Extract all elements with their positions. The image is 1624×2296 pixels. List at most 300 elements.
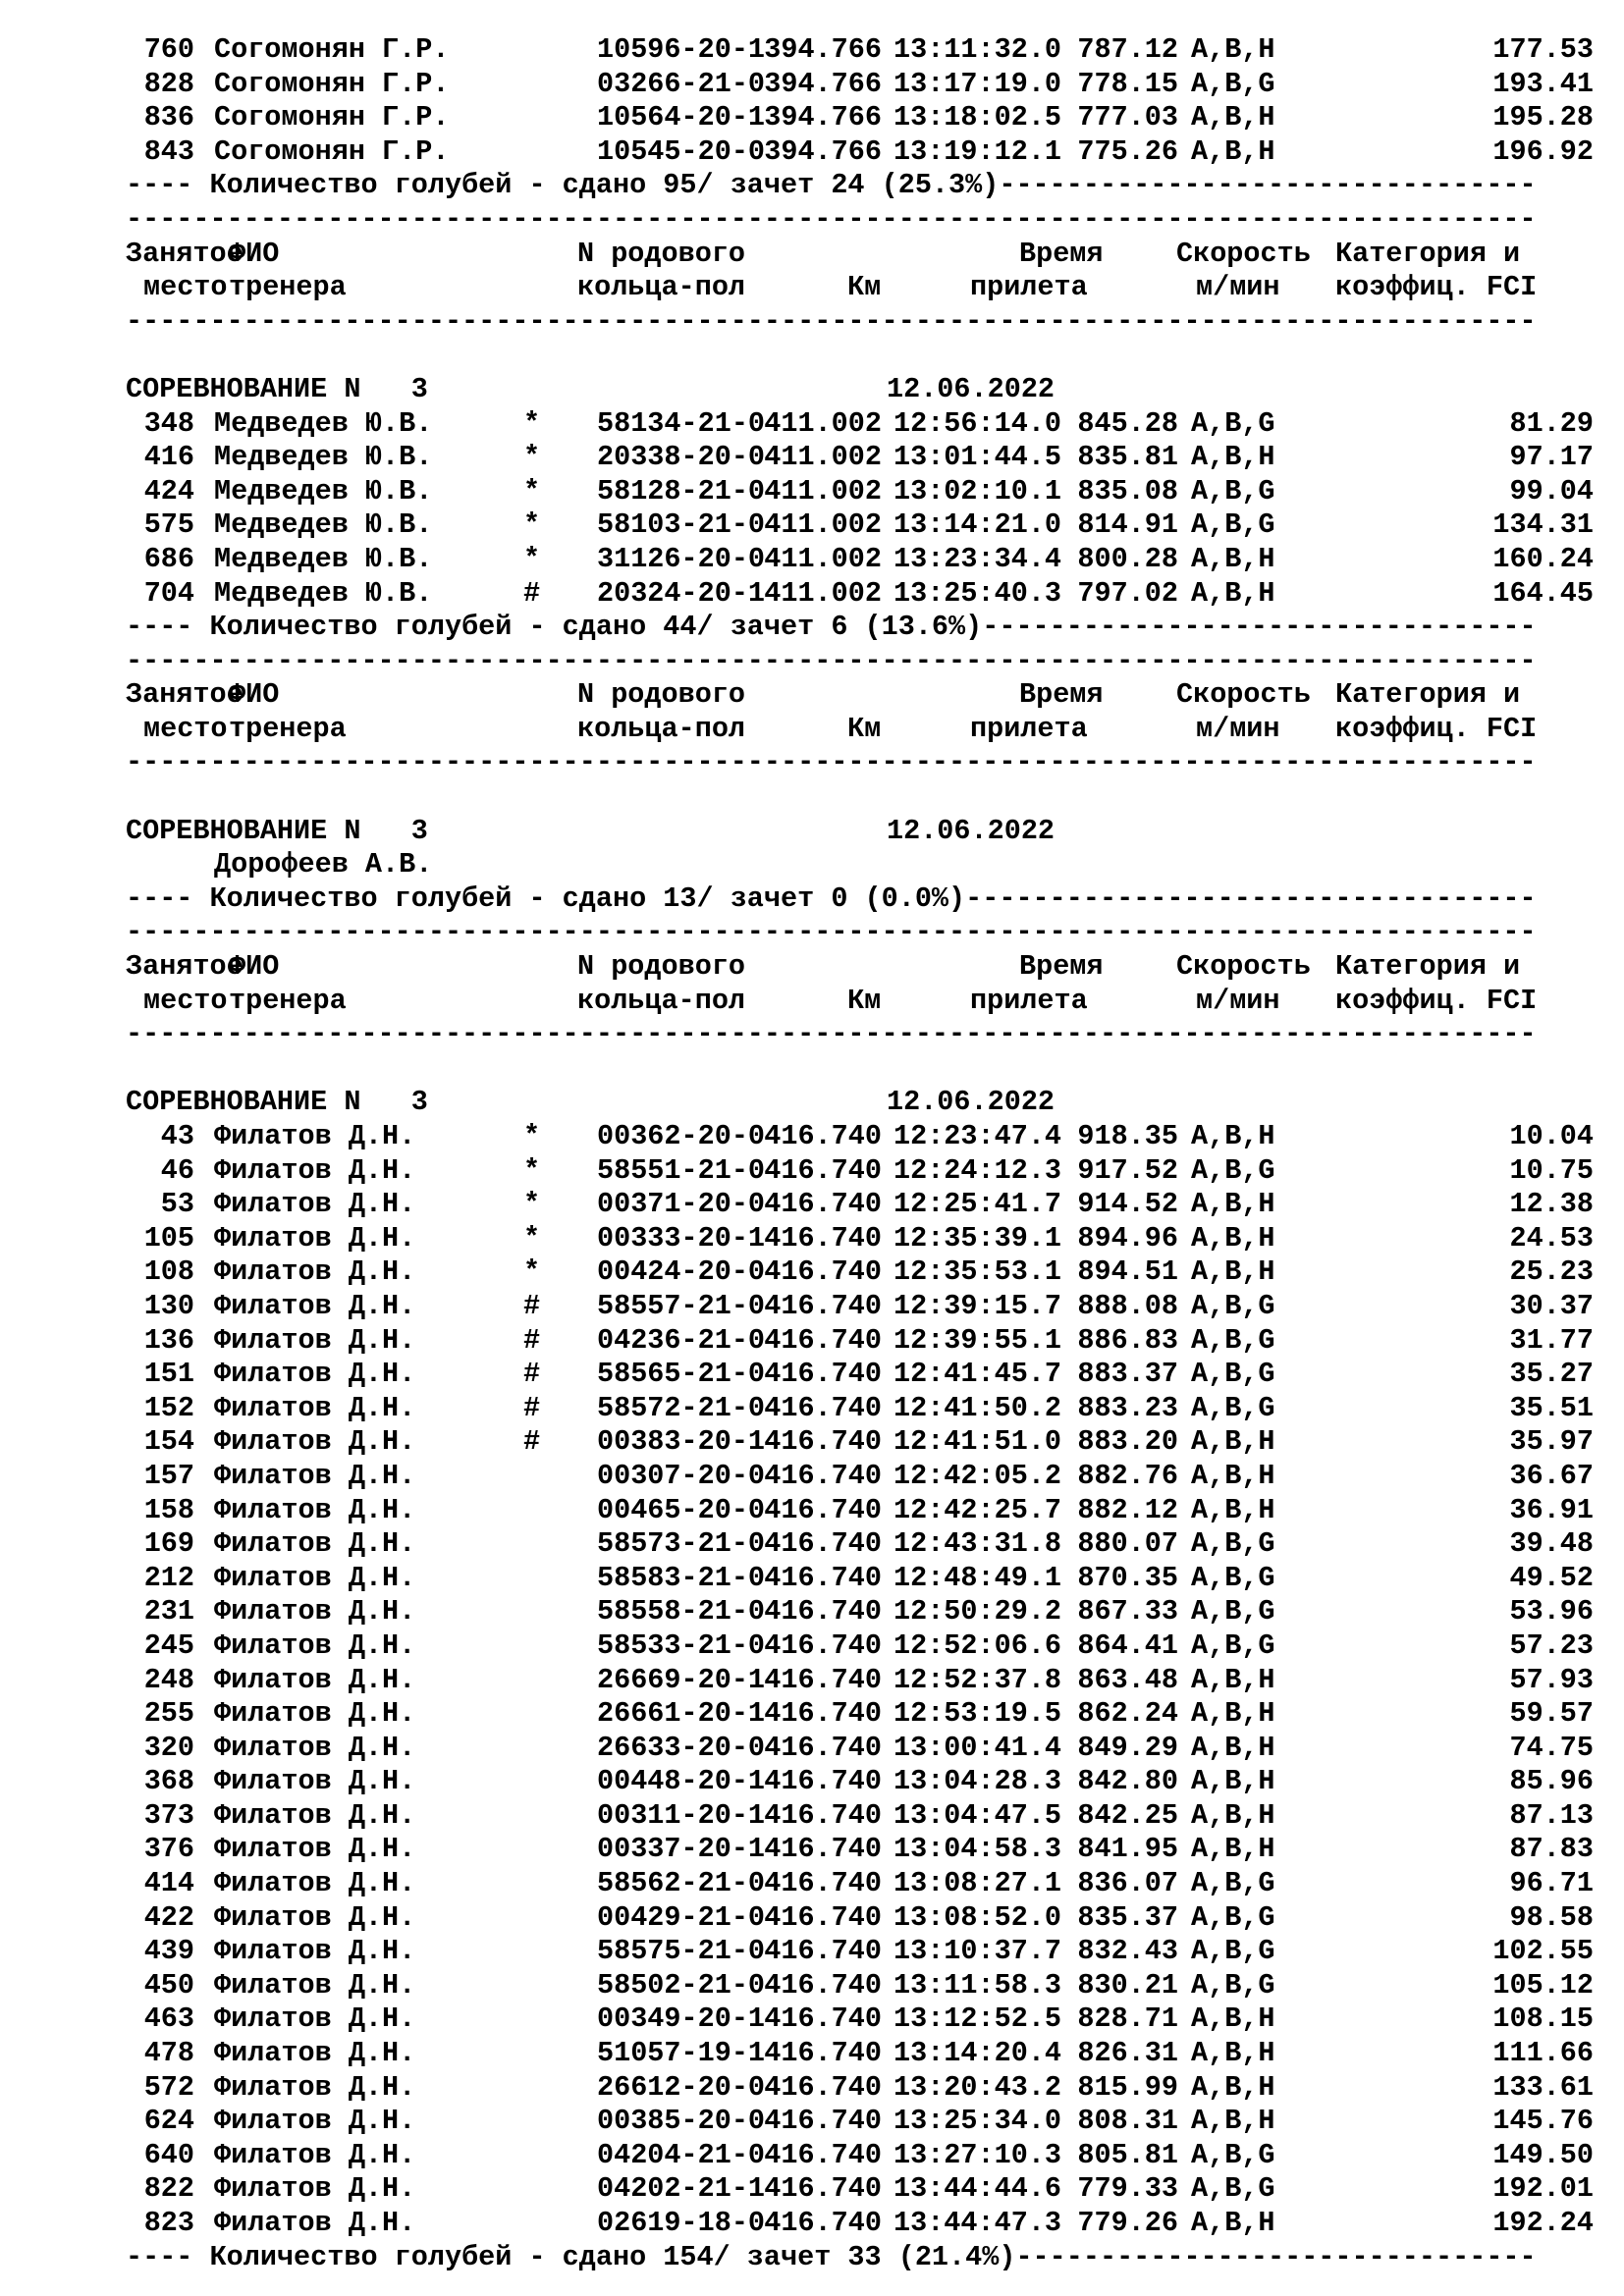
cell-ring: 51057-19-1 [597, 2037, 766, 2070]
cell-place: 157 [143, 1459, 194, 1492]
cell-name: Медведев Ю.В. [214, 576, 433, 610]
table-row [126, 2207, 1598, 2241]
cell-ring: 58557-21-0 [597, 1289, 766, 1322]
cell-time: 12:25:41.7 [893, 1188, 1062, 1221]
cell-speed: 841.95 [1077, 1833, 1178, 1866]
header-col4b: Км [847, 712, 882, 745]
cell-speed: 778.15 [1077, 67, 1178, 100]
section-summary: ---- Количество голубей - сдано 154/ зачет 33 (21.4%)------------------------------- [126, 2240, 1537, 2273]
cell-km: 416.740 [764, 1561, 882, 1594]
cell-mark: # [523, 1391, 541, 1424]
table-header-row-2 [126, 713, 1598, 747]
cell-category: A,B,H [1191, 1459, 1275, 1492]
cell-km: 394.766 [764, 101, 882, 134]
spacer [126, 339, 1598, 373]
header-col3a: N родового [577, 678, 746, 712]
cell-coef: 102.55 [1492, 1935, 1594, 1968]
cell-km: 411.002 [764, 508, 882, 542]
divider-line [126, 645, 1598, 679]
cell-time: 13:10:37.7 [893, 1935, 1062, 1968]
cell-category: A,B,G [1191, 1153, 1275, 1187]
cell-time: 13:25:34.0 [893, 2105, 1062, 2138]
cell-category: A,B,G [1191, 1900, 1275, 1934]
header-col1a: Занятое [126, 237, 244, 270]
cell-place: 422 [143, 1900, 194, 1934]
cell-time: 12:35:53.1 [893, 1255, 1062, 1289]
cell-speed: 845.28 [1077, 406, 1178, 440]
cell-name: Медведев Ю.В. [214, 441, 433, 474]
cell-place: 822 [143, 2172, 194, 2206]
table-header-row-2 [126, 985, 1598, 1019]
cell-name: Филатов Д.Н. [214, 1629, 416, 1662]
cell-ring: 26669-20-1 [597, 1663, 766, 1696]
cell-place: 416 [143, 441, 194, 474]
table-row [126, 1222, 1598, 1256]
cell-coef: 133.61 [1492, 2070, 1594, 2104]
table-row [126, 1595, 1598, 1629]
table-row [126, 1833, 1598, 1867]
cell-coef: 134.31 [1492, 508, 1594, 542]
cell-km: 416.740 [764, 2138, 882, 2171]
summary-row [126, 169, 1598, 203]
cell-coef: 30.37 [1509, 1289, 1594, 1322]
cell-category: A,B,H [1191, 1255, 1275, 1289]
cell-name: Филатов Д.Н. [214, 1935, 416, 1968]
cell-speed: 835.37 [1077, 1900, 1178, 1934]
cell-speed: 826.31 [1077, 2037, 1178, 2070]
cell-category: A,B,H [1191, 101, 1275, 134]
summary-row [126, 2241, 1598, 2275]
cell-category: A,B,H [1191, 1188, 1275, 1221]
cell-coef: 193.41 [1492, 67, 1594, 100]
cell-mark: * [523, 508, 541, 542]
cell-mark: * [523, 1188, 541, 1221]
cell-speed: 836.07 [1077, 1867, 1178, 1900]
cell-km: 416.740 [764, 1323, 882, 1357]
cell-category: A,B,G [1191, 1561, 1275, 1594]
header-col3a: N родового [577, 950, 746, 984]
competition-date: 12.06.2022 [887, 814, 1056, 847]
cell-place: 169 [143, 1527, 194, 1561]
divider: ------------------------------------------------------------------------------------ [126, 644, 1537, 677]
cell-name: Филатов Д.Н. [214, 1663, 416, 1696]
cell-name: Филатов Д.Н. [214, 1188, 416, 1221]
cell-name: Медведев Ю.В. [214, 508, 433, 542]
cell-place: 152 [143, 1391, 194, 1424]
cell-place: 686 [143, 542, 194, 575]
cell-km: 416.740 [764, 2070, 882, 2104]
table-row [126, 1935, 1598, 1969]
cell-name: Филатов Д.Н. [214, 1358, 416, 1391]
cell-place: 704 [143, 576, 194, 610]
cell-km: 416.740 [764, 1697, 882, 1731]
cell-km: 411.002 [764, 441, 882, 474]
cell-coef: 111.66 [1492, 2037, 1594, 2070]
cell-place: 245 [143, 1629, 194, 1662]
cell-coef: 57.93 [1509, 1663, 1594, 1696]
table-row [126, 2139, 1598, 2173]
table-row [126, 1154, 1598, 1189]
cell-place: 823 [143, 2207, 194, 2239]
cell-km: 394.766 [764, 33, 882, 66]
header-col1a: Занятое [126, 950, 244, 984]
cell-mark: * [523, 1255, 541, 1289]
cell-time: 13:08:52.0 [893, 1900, 1062, 1934]
header-col5b: прилета [970, 271, 1088, 304]
cell-ring: 58572-21-0 [597, 1391, 766, 1424]
cell-coef: 10.04 [1509, 1120, 1594, 1152]
cell-coef: 10.75 [1509, 1153, 1594, 1187]
cell-time: 13:04:47.5 [893, 1798, 1062, 1832]
divider-line [126, 1018, 1598, 1052]
cell-speed: 832.43 [1077, 1935, 1178, 1968]
cell-name: Филатов Д.Н. [214, 1765, 416, 1798]
cell-place: 575 [143, 508, 194, 542]
cell-km: 416.740 [764, 1493, 882, 1526]
cell-ring: 20324-20-1 [597, 576, 766, 610]
cell-coef: 196.92 [1492, 134, 1594, 168]
header-col4b: Км [847, 271, 882, 304]
cell-ring: 00311-20-1 [597, 1798, 766, 1832]
header-col1a: Занятое [126, 678, 244, 712]
cell-km: 416.740 [764, 1731, 882, 1764]
cell-speed: 894.96 [1077, 1221, 1178, 1255]
cell-ring: 10564-20-1 [597, 101, 766, 134]
cell-speed: 828.71 [1077, 2002, 1178, 2036]
header-col6b: м/мин [1196, 984, 1280, 1017]
cell-category: A,B,H [1191, 1697, 1275, 1731]
cell-place: 158 [143, 1493, 194, 1526]
header-col3b: кольца-пол [577, 271, 746, 304]
table-row [126, 1255, 1598, 1290]
cell-place: 108 [143, 1255, 194, 1289]
cell-ring: 10545-20-0 [597, 134, 766, 168]
table-row [126, 1732, 1598, 1766]
cell-coef: 96.71 [1509, 1867, 1594, 1900]
cell-coef: 99.04 [1509, 474, 1594, 507]
cell-ring: 00307-20-0 [597, 1459, 766, 1492]
cell-category: A,B,H [1191, 1493, 1275, 1526]
trainer-name: Дорофеев А.В. [214, 848, 433, 881]
cell-place: 624 [143, 2105, 194, 2138]
header-col7a: Категория и [1335, 237, 1521, 270]
table-row [126, 1290, 1598, 1324]
cell-place: 414 [143, 1867, 194, 1900]
table-header-row-1 [126, 678, 1598, 713]
cell-speed: 777.03 [1077, 101, 1178, 134]
table-row [126, 1494, 1598, 1528]
table-header-row-2 [126, 271, 1598, 305]
cell-place: 376 [143, 1833, 194, 1866]
cell-time: 13:00:41.4 [893, 1731, 1062, 1764]
cell-time: 12:42:25.7 [893, 1493, 1062, 1526]
cell-category: A,B,G [1191, 474, 1275, 507]
table-row [126, 135, 1598, 170]
cell-time: 12:52:37.8 [893, 1663, 1062, 1696]
cell-km: 411.002 [764, 474, 882, 507]
table-row [126, 1969, 1598, 2003]
cell-coef: 85.96 [1509, 1765, 1594, 1798]
divider: ------------------------------------------------------------------------------------ [126, 746, 1537, 779]
header-col1b: место [143, 712, 228, 745]
cell-km: 416.740 [764, 1765, 882, 1798]
cell-mark: * [523, 441, 541, 474]
spacer [126, 1052, 1598, 1087]
table-row [126, 543, 1598, 577]
cell-time: 13:44:44.6 [893, 2172, 1062, 2206]
cell-name: Филатов Д.Н. [214, 1459, 416, 1492]
cell-category: A,B,G [1191, 1527, 1275, 1561]
header-col2a: ФИО [229, 237, 280, 270]
cell-name: Филатов Д.Н. [214, 1425, 416, 1459]
cell-coef: 192.01 [1492, 2172, 1594, 2206]
cell-ring: 58551-21-0 [597, 1153, 766, 1187]
cell-place: 478 [143, 2037, 194, 2070]
spacer [126, 780, 1598, 815]
table-row [126, 577, 1598, 612]
cell-category: A,B,G [1191, 67, 1275, 100]
cell-speed: 917.52 [1077, 1153, 1178, 1187]
divider-line [126, 203, 1598, 238]
cell-time: 13:17:19.0 [893, 67, 1062, 100]
cell-name: Филатов Д.Н. [214, 2172, 416, 2206]
cell-place: 46 [160, 1153, 194, 1187]
cell-category: A,B,H [1191, 1765, 1275, 1798]
cell-km: 416.740 [764, 1358, 882, 1391]
competition-title: СОРЕВНОВАНИЕ N 3 [126, 814, 428, 847]
cell-coef: 49.52 [1509, 1561, 1594, 1594]
cell-speed: 779.26 [1077, 2207, 1178, 2239]
cell-place: 373 [143, 1798, 194, 1832]
cell-ring: 00385-20-0 [597, 2105, 766, 2138]
cell-time: 12:35:39.1 [893, 1221, 1062, 1255]
header-col6a: Скорость [1176, 678, 1311, 712]
cell-km: 411.002 [764, 406, 882, 440]
cell-coef: 87.13 [1509, 1798, 1594, 1832]
cell-place: 212 [143, 1561, 194, 1594]
header-col2a: ФИО [229, 678, 280, 712]
cell-name: Филатов Д.Н. [214, 1391, 416, 1424]
cell-coef: 149.50 [1492, 2138, 1594, 2171]
cell-place: 450 [143, 1968, 194, 2002]
cell-coef: 164.45 [1492, 576, 1594, 610]
table-row [126, 1188, 1598, 1222]
cell-speed: 863.48 [1077, 1663, 1178, 1696]
cell-place: 151 [143, 1358, 194, 1391]
cell-mark: # [523, 1425, 541, 1459]
cell-time: 12:24:12.3 [893, 1153, 1062, 1187]
cell-km: 411.002 [764, 542, 882, 575]
header-col7a: Категория и [1335, 950, 1521, 984]
cell-category: A,B,G [1191, 1358, 1275, 1391]
table-header-row-1 [126, 950, 1598, 985]
cell-speed: 842.80 [1077, 1765, 1178, 1798]
cell-speed: 842.25 [1077, 1798, 1178, 1832]
cell-name: Филатов Д.Н. [214, 1493, 416, 1526]
cell-mark: # [523, 1289, 541, 1322]
cell-speed: 864.41 [1077, 1629, 1178, 1662]
cell-place: 836 [143, 101, 194, 134]
cell-category: A,B,H [1191, 2070, 1275, 2104]
cell-name: Филатов Д.Н. [214, 1289, 416, 1322]
cell-place: 130 [143, 1289, 194, 1322]
cell-speed: 797.02 [1077, 576, 1178, 610]
cell-speed: 886.83 [1077, 1323, 1178, 1357]
cell-ring: 00448-20-1 [597, 1765, 766, 1798]
cell-coef: 12.38 [1509, 1188, 1594, 1221]
cell-place: 439 [143, 1935, 194, 1968]
cell-category: A,B,H [1191, 2002, 1275, 2036]
table-row [126, 2172, 1598, 2207]
cell-name: Филатов Д.Н. [214, 1120, 416, 1152]
header-col7b: коэффиц. FCI [1335, 271, 1538, 304]
divider: ------------------------------------------------------------------------------------ [126, 202, 1537, 236]
cell-ring: 04204-21-0 [597, 2138, 766, 2171]
cell-speed: 800.28 [1077, 542, 1178, 575]
cell-category: A,B,H [1191, 2105, 1275, 2138]
cell-place: 828 [143, 67, 194, 100]
header-col5b: прилета [970, 712, 1088, 745]
table-row [126, 1392, 1598, 1426]
cell-speed: 787.12 [1077, 33, 1178, 66]
cell-ring: 20338-20-0 [597, 441, 766, 474]
cell-ring: 58502-21-0 [597, 1968, 766, 2002]
cell-time: 13:27:10.3 [893, 2138, 1062, 2171]
header-col2b: тренера [229, 271, 347, 304]
cell-speed: 882.12 [1077, 1493, 1178, 1526]
cell-speed: 894.51 [1077, 1255, 1178, 1289]
cell-ring: 58573-21-0 [597, 1527, 766, 1561]
header-col5b: прилета [970, 984, 1088, 1017]
cell-time: 12:48:49.1 [893, 1561, 1062, 1594]
cell-ring: 00383-20-1 [597, 1425, 766, 1459]
cell-category: A,B,G [1191, 1289, 1275, 1322]
cell-ring: 00424-20-0 [597, 1255, 766, 1289]
competition-title-row [126, 373, 1598, 407]
cell-time: 13:44:47.3 [893, 2207, 1062, 2239]
cell-ring: 58103-21-0 [597, 508, 766, 542]
header-col1b: место [143, 984, 228, 1017]
cell-place: 53 [160, 1188, 194, 1221]
divider: ------------------------------------------------------------------------------------ [126, 1018, 1537, 1051]
cell-km: 416.740 [764, 2105, 882, 2138]
cell-ring: 58533-21-0 [597, 1629, 766, 1662]
cell-ring: 00429-21-0 [597, 1900, 766, 1934]
cell-mark: # [523, 576, 541, 610]
cell-speed: 867.33 [1077, 1595, 1178, 1629]
cell-speed: 880.07 [1077, 1527, 1178, 1561]
summary-row [126, 611, 1598, 645]
cell-coef: 177.53 [1492, 33, 1594, 66]
cell-time: 12:42:05.2 [893, 1459, 1062, 1492]
cell-coef: 31.77 [1509, 1323, 1594, 1357]
cell-category: A,B,H [1191, 542, 1275, 575]
table-row [126, 2002, 1598, 2037]
cell-name: Филатов Д.Н. [214, 2207, 416, 2239]
cell-coef: 35.27 [1509, 1358, 1594, 1391]
cell-km: 416.740 [764, 2037, 882, 2070]
cell-name: Филатов Д.Н. [214, 1255, 416, 1289]
table-row [126, 1562, 1598, 1596]
table-row [126, 508, 1598, 543]
cell-speed: 815.99 [1077, 2070, 1178, 2104]
header-col4b: Км [847, 984, 882, 1017]
cell-ring: 58562-21-0 [597, 1867, 766, 1900]
cell-km: 416.740 [764, 1255, 882, 1289]
cell-speed: 808.31 [1077, 2105, 1178, 2138]
header-col6b: м/мин [1196, 271, 1280, 304]
cell-km: 416.740 [764, 1188, 882, 1221]
cell-name: Филатов Д.Н. [214, 1968, 416, 2002]
cell-place: 105 [143, 1221, 194, 1255]
section-summary: ---- Количество голубей - сдано 44/ зачет 6 (13.6%)--------------------------------- [126, 611, 1537, 644]
cell-category: A,B,G [1191, 1867, 1275, 1900]
divider-line [126, 305, 1598, 340]
cell-time: 12:56:14.0 [893, 406, 1062, 440]
header-col5a: Время [1019, 237, 1104, 270]
cell-time: 13:11:32.0 [893, 33, 1062, 66]
cell-name: Филатов Д.Н. [214, 1697, 416, 1731]
cell-time: 13:12:52.5 [893, 2002, 1062, 2036]
cell-name: Филатов Д.Н. [214, 1561, 416, 1594]
cell-time: 12:39:55.1 [893, 1323, 1062, 1357]
competition-date: 12.06.2022 [887, 372, 1056, 405]
cell-place: 368 [143, 1765, 194, 1798]
divider: ------------------------------------------------------------------------------------ [126, 304, 1537, 338]
cell-place: 760 [143, 33, 194, 66]
cell-place: 348 [143, 406, 194, 440]
cell-place: 231 [143, 1595, 194, 1629]
cell-coef: 74.75 [1509, 1731, 1594, 1764]
cell-place: 572 [143, 2070, 194, 2104]
cell-coef: 87.83 [1509, 1833, 1594, 1866]
cell-km: 416.740 [764, 1425, 882, 1459]
cell-km: 416.740 [764, 1900, 882, 1934]
trainer-row [126, 848, 1598, 882]
cell-speed: 883.23 [1077, 1391, 1178, 1424]
cell-ring: 26612-20-0 [597, 2070, 766, 2104]
cell-coef: 105.12 [1492, 1968, 1594, 2002]
table-row [126, 1358, 1598, 1392]
cell-speed: 835.08 [1077, 474, 1178, 507]
cell-ring: 04236-21-0 [597, 1323, 766, 1357]
cell-km: 416.740 [764, 1289, 882, 1322]
cell-time: 12:41:50.2 [893, 1391, 1062, 1424]
cell-category: A,B,G [1191, 1935, 1275, 1968]
cell-ring: 00349-20-1 [597, 2002, 766, 2036]
cell-mark: * [523, 406, 541, 440]
section-summary: ---- Количество голубей - сдано 13/ зачет 0 (0.0%)---------------------------------- [126, 881, 1537, 915]
cell-name: Медведев Ю.В. [214, 474, 433, 507]
cell-name: Филатов Д.Н. [214, 2070, 416, 2104]
cell-speed: 888.08 [1077, 1289, 1178, 1322]
cell-category: A,B,H [1191, 1221, 1275, 1255]
cell-speed: 835.81 [1077, 441, 1178, 474]
summary-row [126, 882, 1598, 917]
cell-category: A,B,H [1191, 2207, 1275, 2239]
divider-line [126, 916, 1598, 950]
table-row [126, 475, 1598, 509]
cell-ring: 03266-21-0 [597, 67, 766, 100]
cell-category: A,B,G [1191, 1629, 1275, 1662]
competition-title: СОРЕВНОВАНИЕ N 3 [126, 1086, 428, 1119]
cell-coef: 145.76 [1492, 2105, 1594, 2138]
cell-km: 416.740 [764, 1663, 882, 1696]
header-col2b: тренера [229, 984, 347, 1017]
cell-category: A,B,H [1191, 1798, 1275, 1832]
header-col6a: Скорость [1176, 237, 1311, 270]
cell-ring: 00333-20-1 [597, 1221, 766, 1255]
